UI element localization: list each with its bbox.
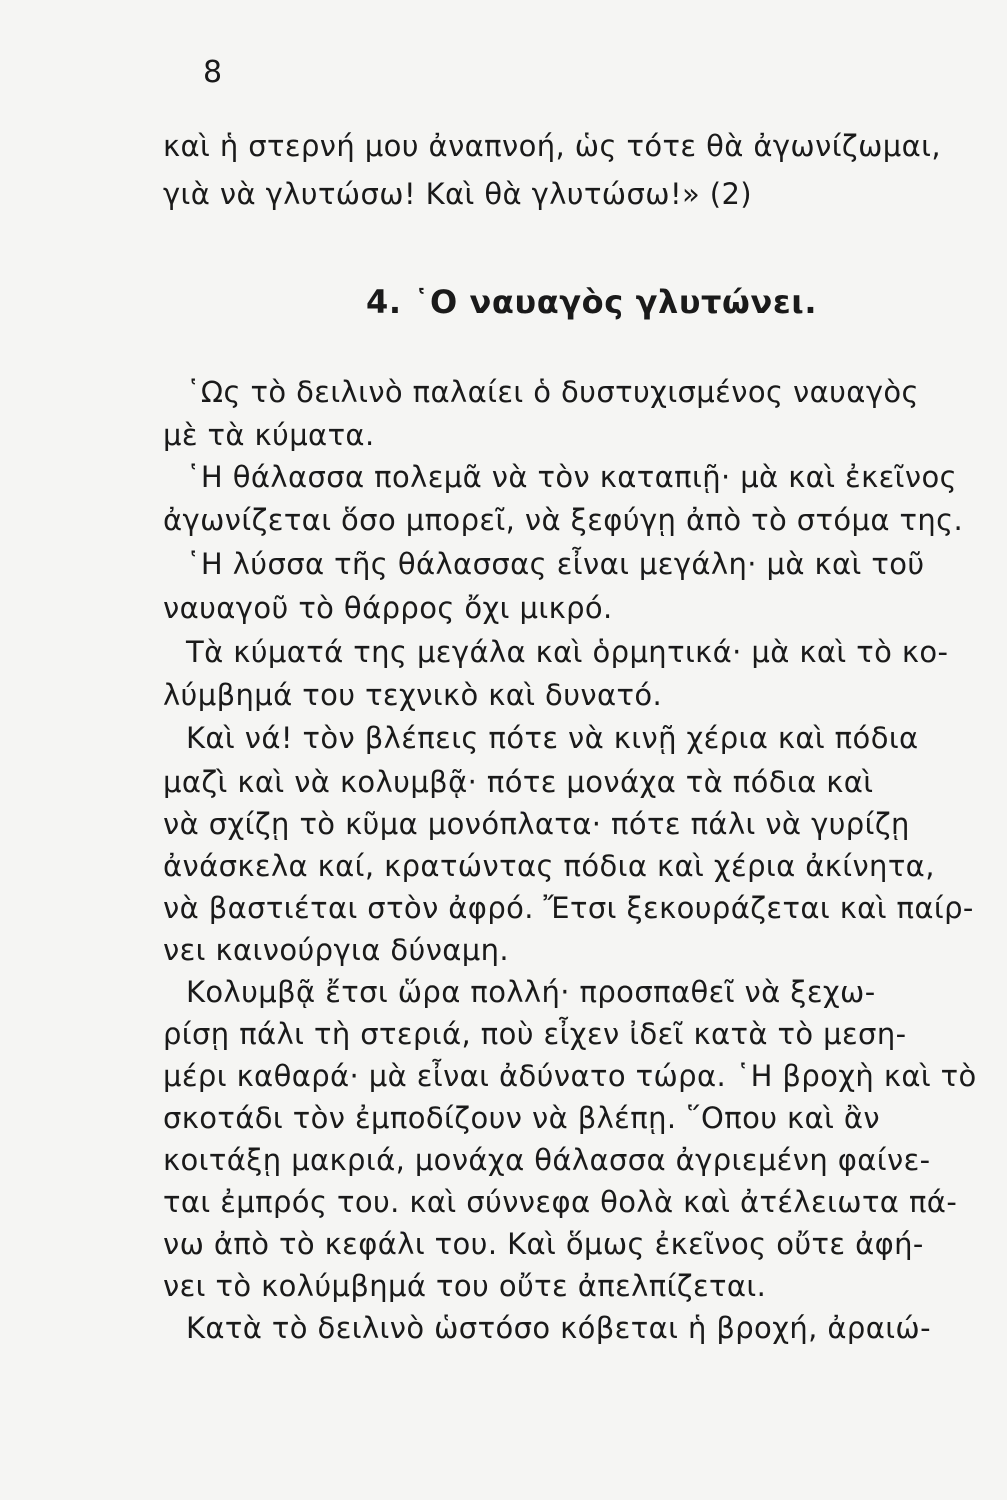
text-line: νὰ βαστιέται στὸν ἀφρό. Ἔτσι ξεκουράζεται καὶ παίρ- (163, 891, 974, 925)
text-line: ται ἐμπρός του. καὶ σύννεφα θολὰ καὶ ἀτέλειωτα πά- (163, 1185, 958, 1219)
text-line: ρίσῃ πάλι τὴ στεριά, ποὺ εἶχεν ἰδεῖ κατὰ τὸ μεση- (163, 1017, 907, 1051)
text-line: νω ἀπὸ τὸ κεφάλι του. Καὶ ὅμως ἐκεῖνος οὔτε ἀφή- (163, 1227, 924, 1261)
text-line: λύμβημά του τεχνικὸ καὶ δυνατό. (163, 678, 663, 712)
text-line: μέρι καθαρά· μὰ εἶναι ἀδύνατο τώρα. ῾Η βροχὴ καὶ τὸ (163, 1059, 977, 1093)
text-line: Τὰ κύματά της μεγάλα καὶ ὁρμητικά· μὰ καὶ τὸ κο- (186, 635, 949, 669)
text-line: νει καινούργια δύναμη. (163, 933, 510, 967)
text-line: μὲ τὰ κύματα. (163, 418, 375, 452)
page-number: 8 (203, 55, 223, 90)
text-line: ῾Η λύσσα τῆς θάλασσας εἶναι μεγάλη· μὰ καὶ τοῦ (186, 547, 925, 581)
text-line: κοιτάξῃ μακριά, μονάχα θάλασσα ἀγριεμένη φαίνε- (163, 1143, 931, 1177)
text-line: ἀνάσκελα καί, κρατώντας πόδια καὶ χέρια ἀκίνητα, (163, 849, 935, 883)
text-line: ῾Η θάλασσα πολεμᾶ νὰ τὸν καταπιῇ· μὰ καὶ ἐκεῖνος (186, 460, 958, 494)
text-line: ῾Ως τὸ δειλινὸ παλαίει ὁ δυστυχισμένος ναυαγὸς (186, 375, 919, 409)
text-line: Καὶ νά! τὸν βλέπεις πότε νὰ κινῇ χέρια καὶ πόδια (186, 721, 919, 755)
section-heading: 4. ῾Ο ναυαγὸς γλυτώνει. (366, 283, 818, 321)
text-line: ἀγωνίζεται ὅσο μπορεῖ, νὰ ξεφύγῃ ἀπὸ τὸ στόμα της. (163, 503, 964, 537)
text-line: Κολυμβᾷ ἔτσι ὥρα πολλή· προσπαθεῖ νὰ ξεχω- (186, 975, 876, 1009)
text-line: νει τὸ κολύμβημά του οὔτε ἀπελπίζεται. (163, 1269, 767, 1303)
text-line: σκοτάδι τὸν ἐμποδίζουν νὰ βλέπῃ. ῞Οπου καὶ ἂν (163, 1101, 881, 1135)
text-line: νὰ σχίζῃ τὸ κῦμα μονόπλατα· πότε πάλι νὰ γυρίζῃ (163, 807, 910, 841)
text-line: γιὰ νὰ γλυτώσω! Καὶ θὰ γλυτώσω!» (2) (163, 177, 753, 211)
text-line: Κατὰ τὸ δειλινὸ ὡστόσο κόβεται ἡ βροχή, ἀραιώ- (186, 1311, 931, 1345)
text-line: ναυαγοῦ τὸ θάρρος ὄχι μικρό. (163, 591, 613, 625)
text-line: καὶ ἡ στερνή μου ἀναπνοή, ὡς τότε θὰ ἀγωνίζωμαι, (163, 129, 941, 163)
text-line: μαζὶ καὶ νὰ κολυμβᾷ· πότε μονάχα τὰ πόδια καὶ (163, 765, 874, 799)
